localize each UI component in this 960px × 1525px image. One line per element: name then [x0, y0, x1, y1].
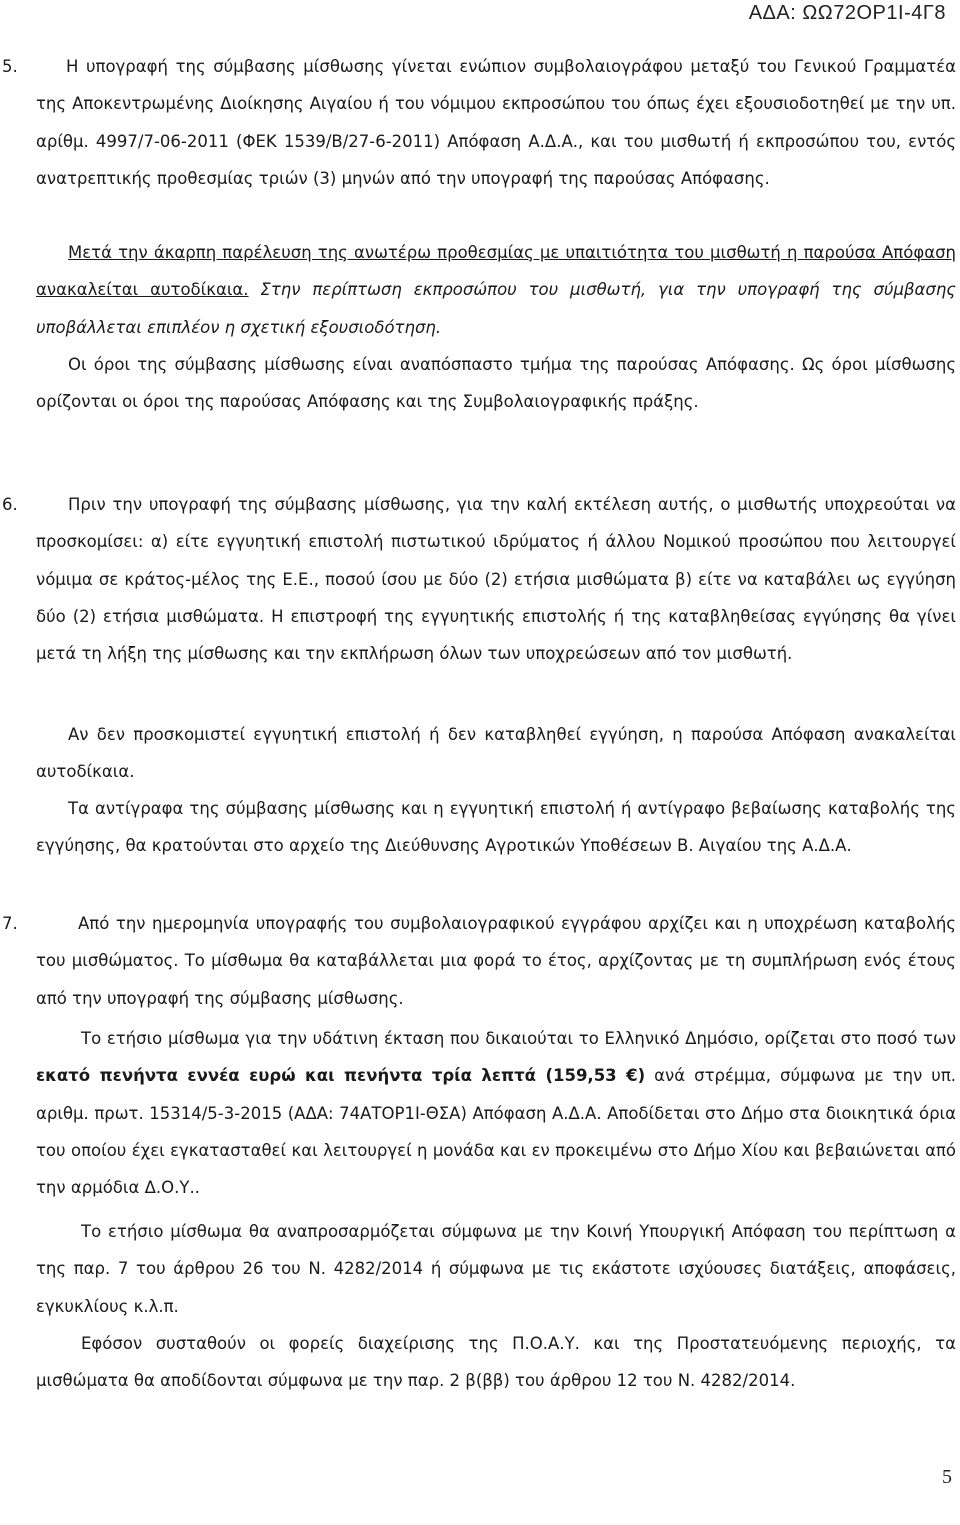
- section-7-paragraph-3: Το ετήσιο μίσθωμα θα αναπροσαρμόζεται σύμφωνα με την Κοινή Υπουργική Απόφαση του περίπτωση α της παρ. 7 του άρθρου 26 του Ν. 4282/2014 ή σύμφωνα με τις εκάστοτε ισχύουσες διατάξεις, αποφάσεις, εγκυκλίους κ.λ.π.: [36, 1222, 956, 1316]
- section-5-paragraph-3: Οι όροι της σύμβασης μίσθωσης είναι αναπόσπαστο τμήμα της παρούσας Απόφασης. Ως όροι μίσθωσης ορίζονται οι όροι της παρούσας Απόφασης και της Συμβολαιογραφικής πράξης.: [36, 355, 956, 412]
- section-5-paragraph-2: [36, 234, 956, 346]
- rent-intro: Το ετήσιο μίσθωμα για την υδάτινη έκταση που δικαιούται το Ελληνικό Δημόσιο, ορίζεται στο ποσό των: [81, 1029, 956, 1048]
- ada-code: ΑΔΑ: ΩΩ72ΟΡ1Ι-4Γ8: [748, 2, 946, 24]
- section-6-paragraph-2: Αν δεν προσκομιστεί εγγυητική επιστολή ή δεν καταβληθεί εγγύηση, η παρούσα Απόφαση ανακαλείται αυτοδίκαια.: [36, 725, 956, 782]
- section-7-paragraph-4: Εφόσον συσταθούν οι φορείς διαχείρισης της Π.Ο.Α.Υ. και της Προστατευόμενης περιοχής, τα μισθώματα θα αποδίδονται σύμφωνα με την παρ. 2 β(ββ) του άρθρου 12 του Ν. 4282/2014.: [36, 1334, 956, 1391]
- section-6-paragraph-1: Πριν την υπογραφή της σύμβασης μίσθωσης, για την καλή εκτέλεση αυτής, ο μισθωτής υποχρεούται να προσκομίσει: α) είτε εγγυητική επιστολή πιστωτικού ιδρύματος ή άλλου Νομικού προσώπου που λειτουργεί νόμιμα σε κράτος-μέλος της Ε.Ε., ποσού ίσου με δύο (2) ετήσια μισθώματα β) είτε να καταβάλει ως εγγύηση δύο (2) ετήσια μισθώματα. Η επιστροφή της εγγυητικής επιστολής ή της καταβληθείσας εγγύησης θα γίνει μετά τη λήξη της μίσθωσης και την εκπλήρωση όλων των υποχρεώσεων από τον μισθωτή.: [36, 495, 956, 664]
- section-7-number: 7.: [2, 914, 18, 933]
- rent-amount: εκατό πενήντα εννέα ευρώ και πενήντα τρία λεπτά (159,53 €): [36, 1066, 646, 1086]
- section-6-number: 6.: [2, 495, 18, 514]
- section-5-paragraph-1: Η υπογραφή της σύμβασης μίσθωσης γίνεται ενώπιον συμβολαιογράφου μεταξύ του Γενικού Γραμματέα της Αποκεντρωμένης Διοίκησης Αιγαίου ή του νόμιμου εκπροσώπου του όπως έχει εξουσιοδοτηθεί με την υπ. αρίθμ. 4997/7-06-2011 (ΦΕΚ 1539/Β/27-6-2011) Απόφαση Α.Δ.Α., και του μισθωτή ή εκπροσώπου του, εντός ανατρεπτικής προθεσμίας τριών (3) μηνών από την υπογραφή της παρούσας Απόφασης.: [36, 57, 956, 188]
- page-number: 5: [942, 1466, 952, 1488]
- rent-details: ανά στρέμμα, σύμφωνα με την υπ. αριθμ. πρωτ. 15314/5-3-2015 (ΑΔΑ: 74ΑΤΟΡ1Ι-ΘΣΑ) Απόφαση Α.Δ.Α. Αποδίδεται στο Δήμο στα διοικητικά όρια του οποίου έχει εγκατασταθεί και λειτουργεί η μονάδα και εν προκειμένω στο Δήμο Χίου και βεβαιώνεται από την αρμόδια Δ.Ο.Υ..: [36, 1066, 957, 1198]
- section-6-paragraph-3: Τα αντίγραφα της σύμβασης μίσθωσης και η εγγυητική επιστολή ή αντίγραφο βεβαίωσης καταβολής της εγγύησης, θα κρατούνται στο αρχείο της Διεύθυνσης Αγροτικών Υποθέσεων Β. Αιγαίου της Α.Δ.Α.: [36, 799, 956, 856]
- section-5-number: 5.: [2, 57, 18, 76]
- section-7-paragraph-1: Από την ημερομηνία υπογραφής του συμβολαιογραφικού εγγράφου αρχίζει και η υποχρέωση καταβολής του μισθώματος. Το μίσθωμα θα καταβάλλεται μια φορά το έτος, αρχίζοντας με τη συμπλήρωση ενός έτους από την υπογραφή της σύμβασης μίσθωσης.: [36, 914, 956, 1008]
- revocation-clause: Μετά την άκαρπη παρέλευση της ανωτέρω προθεσμίας με υπαιτιότητα του μισθωτή η παρούσα Απόφαση ανακαλείται αυτοδίκαια.: [36, 243, 956, 300]
- authorization-clause: Στην περίπτωση εκπροσώπου του μισθωτή, για την υπογραφή της σύμβασης υποβάλλεται επιπλέον η σχετική εξουσιοδότηση.: [36, 280, 956, 337]
- section-7-paragraph-2: [36, 1020, 956, 1206]
